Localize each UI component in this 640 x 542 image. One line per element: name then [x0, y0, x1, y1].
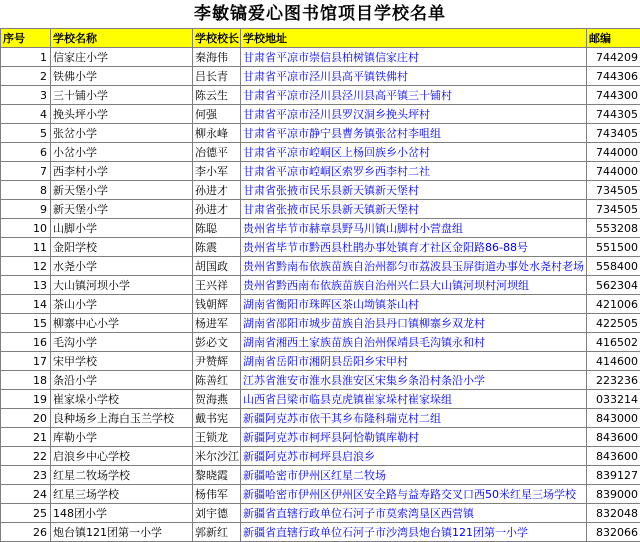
seq-cell[interactable]: 22 — [1, 447, 51, 466]
postal-code-cell[interactable]: 562304 — [587, 276, 640, 295]
seq-cell[interactable]: 26 — [1, 523, 51, 542]
address-cell[interactable]: 甘肃省平凉市泾川县泾川县高平镇三十铺村 — [241, 86, 587, 105]
seq-cell[interactable]: 7 — [1, 162, 51, 181]
seq-cell[interactable]: 5 — [1, 124, 51, 143]
table-row — [1, 314, 640, 333]
principal-cell[interactable]: 郭新红 — [193, 523, 241, 542]
school-name-cell[interactable]: 红星三场学校 — [51, 485, 193, 504]
address-cell[interactable]: 甘肃省平凉市崇信县柏树镇信家庄村 — [241, 48, 587, 67]
seq-cell[interactable]: 12 — [1, 257, 51, 276]
seq-cell[interactable]: 4 — [1, 105, 51, 124]
address-cell[interactable]: 湖南省岳阳市湘阴县岳阳乡宋甲村 — [241, 352, 587, 371]
principal-cell[interactable]: 秦海伟 — [193, 48, 241, 67]
address-cell[interactable]: 贵州省黔西南布依族苗族自治州兴仁县大山镇河坝村河坝组 — [241, 276, 587, 295]
school-name-cell[interactable]: 库勒小学 — [51, 428, 193, 447]
postal-code-cell[interactable]: 744209 — [587, 48, 640, 67]
table-row — [1, 48, 640, 67]
postal-code-cell[interactable]: 743405 — [587, 124, 640, 143]
postal-code-cell[interactable]: 744300 — [587, 86, 640, 105]
school-name-cell[interactable]: 崔家垛小学校 — [51, 390, 193, 409]
seq-cell[interactable]: 9 — [1, 200, 51, 219]
table-row — [1, 143, 640, 162]
seq-cell[interactable]: 17 — [1, 352, 51, 371]
table-row — [1, 67, 640, 86]
address-cell[interactable]: 贵州省黔南布依族苗族自治州都匀市荔波县玉屏街道办事处水尧村老场 — [241, 257, 587, 276]
school-name-cell[interactable]: 良种场乡上海白玉兰学校 — [51, 409, 193, 428]
table-row — [1, 352, 640, 371]
seq-cell[interactable]: 15 — [1, 314, 51, 333]
postal-code-cell[interactable]: 832066 — [587, 523, 640, 542]
school-name-cell[interactable]: 柳寨中心小学 — [51, 314, 193, 333]
seq-cell[interactable]: 21 — [1, 428, 51, 447]
principal-cell[interactable]: 杨进军 — [193, 314, 241, 333]
school-name-cell[interactable]: 铁佛小学 — [51, 67, 193, 86]
school-name-cell[interactable]: 148团小学 — [51, 504, 193, 523]
table-row — [1, 390, 640, 409]
postal-code-cell[interactable]: 414600 — [587, 352, 640, 371]
school-name-cell[interactable]: 三十铺小学 — [51, 86, 193, 105]
school-name-cell[interactable]: 条沿小学 — [51, 371, 193, 390]
school-name-cell[interactable]: 西李村小学 — [51, 162, 193, 181]
principal-cell[interactable]: 何强 — [193, 105, 241, 124]
postal-code-cell[interactable]: 744306 — [587, 67, 640, 86]
seq-cell[interactable]: 23 — [1, 466, 51, 485]
address-cell[interactable]: 甘肃省平凉市崆峒区索罗乡西李村二社 — [241, 162, 587, 181]
school-name-cell[interactable]: 山脚小学 — [51, 219, 193, 238]
principal-cell[interactable]: 彭必文 — [193, 333, 241, 352]
postal-code-cell[interactable]: 421006 — [587, 295, 640, 314]
table-row — [1, 219, 640, 238]
seq-cell[interactable]: 2 — [1, 67, 51, 86]
header-seq[interactable]: 序号 — [1, 29, 51, 48]
table-row — [1, 485, 640, 504]
address-cell[interactable]: 甘肃省平凉市泾川县高平镇铁佛村 — [241, 67, 587, 86]
seq-cell[interactable]: 20 — [1, 409, 51, 428]
address-cell[interactable]: 贵州省毕节市黔西县杜鹃办事处镇育才社区金阳路86-88号 — [241, 238, 587, 257]
address-cell[interactable]: 新疆阿克苏市柯坪县阿恰勒镇库勒村 — [241, 428, 587, 447]
header-postal[interactable]: 邮编 — [587, 29, 640, 48]
postal-code-cell[interactable]: 744000 — [587, 162, 640, 181]
postal-code-cell[interactable]: 551500 — [587, 238, 640, 257]
principal-cell[interactable]: 陈聪 — [193, 219, 241, 238]
header-row — [1, 29, 640, 48]
table-row — [1, 523, 640, 542]
header-address[interactable]: 学校地址 — [241, 29, 587, 48]
postal-code-cell[interactable]: 839127 — [587, 466, 640, 485]
seq-cell[interactable]: 10 — [1, 219, 51, 238]
school-table — [0, 28, 640, 542]
principal-cell[interactable]: 陈云生 — [193, 86, 241, 105]
address-cell[interactable]: 江苏省淮安市淮水县淮安区宋集乡条沿村条沿小学 — [241, 371, 587, 390]
table-row — [1, 333, 640, 352]
principal-cell[interactable]: 吕长青 — [193, 67, 241, 86]
seq-cell[interactable]: 13 — [1, 276, 51, 295]
school-name-cell[interactable]: 小岔小学 — [51, 143, 193, 162]
postal-code-cell[interactable]: 843000 — [587, 409, 640, 428]
school-name-cell[interactable]: 金阳学校 — [51, 238, 193, 257]
postal-code-cell[interactable]: 832048 — [587, 504, 640, 523]
address-cell[interactable]: 新疆阿克苏市依干其乡布隆科瑞克村二组 — [241, 409, 587, 428]
seq-cell[interactable]: 18 — [1, 371, 51, 390]
principal-cell[interactable]: 冶德平 — [193, 143, 241, 162]
postal-code-cell[interactable]: 553208 — [587, 219, 640, 238]
header-school[interactable]: 学校名称 — [51, 29, 193, 48]
table-row — [1, 295, 640, 314]
postal-code-cell[interactable]: 839000 — [587, 485, 640, 504]
principal-cell[interactable]: 刘宇德 — [193, 504, 241, 523]
postal-code-cell[interactable]: 416502 — [587, 333, 640, 352]
postal-code-cell[interactable]: 744305 — [587, 105, 640, 124]
school-name-cell[interactable]: 大山镇河坝小学 — [51, 276, 193, 295]
table-row — [1, 409, 640, 428]
table-row — [1, 105, 640, 124]
table-row — [1, 238, 640, 257]
address-cell[interactable]: 甘肃省张掖市民乐县新天镇新天堡村 — [241, 200, 587, 219]
principal-cell[interactable]: 杨伟军 — [193, 485, 241, 504]
school-name-cell[interactable]: 信家庄小学 — [51, 48, 193, 67]
principal-cell[interactable]: 尹赞辉 — [193, 352, 241, 371]
address-cell[interactable]: 甘肃省平凉市静宁县曹务镇张岔村李咀组 — [241, 124, 587, 143]
address-cell[interactable]: 新疆省直辖行政单位石河子市莫索湾垦区西营镇 — [241, 504, 587, 523]
address-cell[interactable]: 新疆阿克苏市柯坪县启浪乡 — [241, 447, 587, 466]
postal-code-cell[interactable]: 223236 — [587, 371, 640, 390]
principal-cell[interactable]: 陈震 — [193, 238, 241, 257]
seq-cell[interactable]: 8 — [1, 181, 51, 200]
postal-code-cell[interactable]: 843600 — [587, 447, 640, 466]
principal-cell[interactable]: 戴书宪 — [193, 409, 241, 428]
seq-cell[interactable]: 3 — [1, 86, 51, 105]
postal-code-cell[interactable]: 734505 — [587, 181, 640, 200]
principal-cell[interactable]: 黎晓霞 — [193, 466, 241, 485]
postal-code-cell[interactable]: 558400 — [587, 257, 640, 276]
principal-cell[interactable]: 陈善红 — [193, 371, 241, 390]
seq-cell[interactable]: 6 — [1, 143, 51, 162]
school-name-cell[interactable]: 宋甲学校 — [51, 352, 193, 371]
school-name-cell[interactable]: 炮台镇121团第一小学 — [51, 523, 193, 542]
school-name-cell[interactable]: 新天堡小学 — [51, 200, 193, 219]
address-cell[interactable]: 贵州省毕节市赫章县野马川镇山脚村小营盘组 — [241, 219, 587, 238]
table-row — [1, 86, 640, 105]
postal-code-cell[interactable]: 422505 — [587, 314, 640, 333]
table-row — [1, 257, 640, 276]
seq-cell[interactable]: 11 — [1, 238, 51, 257]
seq-cell[interactable]: 24 — [1, 485, 51, 504]
table-row — [1, 162, 640, 181]
principal-cell[interactable]: 钱朝辉 — [193, 295, 241, 314]
postal-code-cell[interactable]: 033214 — [587, 390, 640, 409]
address-cell[interactable]: 甘肃省平凉市泾川县罗汉洞乡挽头坪村 — [241, 105, 587, 124]
principal-cell[interactable]: 王锁龙 — [193, 428, 241, 447]
address-cell[interactable]: 湖南省衡阳市珠晖区茶山坳镇茶山村 — [241, 295, 587, 314]
principal-cell[interactable]: 柳永峰 — [193, 124, 241, 143]
address-cell[interactable]: 湖南省邵阳市城步苗族自治县丹口镇柳寨乡双龙村 — [241, 314, 587, 333]
address-cell[interactable]: 山西省吕梁市临县克虎镇崔家垛村崔家垛组 — [241, 390, 587, 409]
seq-cell[interactable]: 1 — [1, 48, 51, 67]
seq-cell[interactable]: 16 — [1, 333, 51, 352]
postal-code-cell[interactable]: 744000 — [587, 143, 640, 162]
table-row — [1, 181, 640, 200]
address-cell[interactable]: 新疆哈密市伊州区红星二牧场 — [241, 466, 587, 485]
address-cell[interactable]: 新疆哈密市伊州区伊州区安全路与益寿路交叉口西50米红星三场学校 — [241, 485, 587, 504]
postal-code-cell[interactable]: 734505 — [587, 200, 640, 219]
table-row — [1, 428, 640, 447]
principal-cell[interactable]: 胡国政 — [193, 257, 241, 276]
header-principal[interactable]: 学校校长 — [193, 29, 241, 48]
principal-cell[interactable]: 孙进才 — [193, 200, 241, 219]
school-name-cell[interactable]: 张岔小学 — [51, 124, 193, 143]
seq-cell[interactable]: 14 — [1, 295, 51, 314]
principal-cell[interactable]: 王兴祥 — [193, 276, 241, 295]
table-row — [1, 124, 640, 143]
page-title: 李敏镐爱心图书馆项目学校名单 — [0, 0, 640, 28]
seq-cell[interactable]: 19 — [1, 390, 51, 409]
address-cell[interactable]: 甘肃省平凉市崆峒区上杨回族乡小岔村 — [241, 143, 587, 162]
school-name-cell[interactable]: 茶山小学 — [51, 295, 193, 314]
address-cell[interactable]: 甘肃省张掖市民乐县新天镇新天堡村 — [241, 181, 587, 200]
principal-cell[interactable]: 贺海燕 — [193, 390, 241, 409]
table-row — [1, 371, 640, 390]
school-name-cell[interactable]: 水尧小学 — [51, 257, 193, 276]
school-name-cell[interactable]: 红星二牧场学校 — [51, 466, 193, 485]
school-name-cell[interactable]: 毛沟小学 — [51, 333, 193, 352]
table-row — [1, 200, 640, 219]
address-cell[interactable]: 湖南省湘西土家族苗族自治州保靖县毛沟镇永和村 — [241, 333, 587, 352]
school-name-cell[interactable]: 挽头坪小学 — [51, 105, 193, 124]
principal-cell[interactable]: 孙进才 — [193, 181, 241, 200]
school-name-cell[interactable]: 新天堡小学 — [51, 181, 193, 200]
table-row — [1, 276, 640, 295]
address-cell[interactable]: 新疆省直辖行政单位石河子市沙湾县炮台镇121团第一小学 — [241, 523, 587, 542]
seq-cell[interactable]: 25 — [1, 504, 51, 523]
table-row — [1, 447, 640, 466]
table-row — [1, 466, 640, 485]
principal-cell[interactable]: 李小军 — [193, 162, 241, 181]
postal-code-cell[interactable]: 843600 — [587, 428, 640, 447]
school-name-cell[interactable]: 启浪乡中心学校 — [51, 447, 193, 466]
principal-cell[interactable]: 米尔沙江 — [193, 447, 241, 466]
